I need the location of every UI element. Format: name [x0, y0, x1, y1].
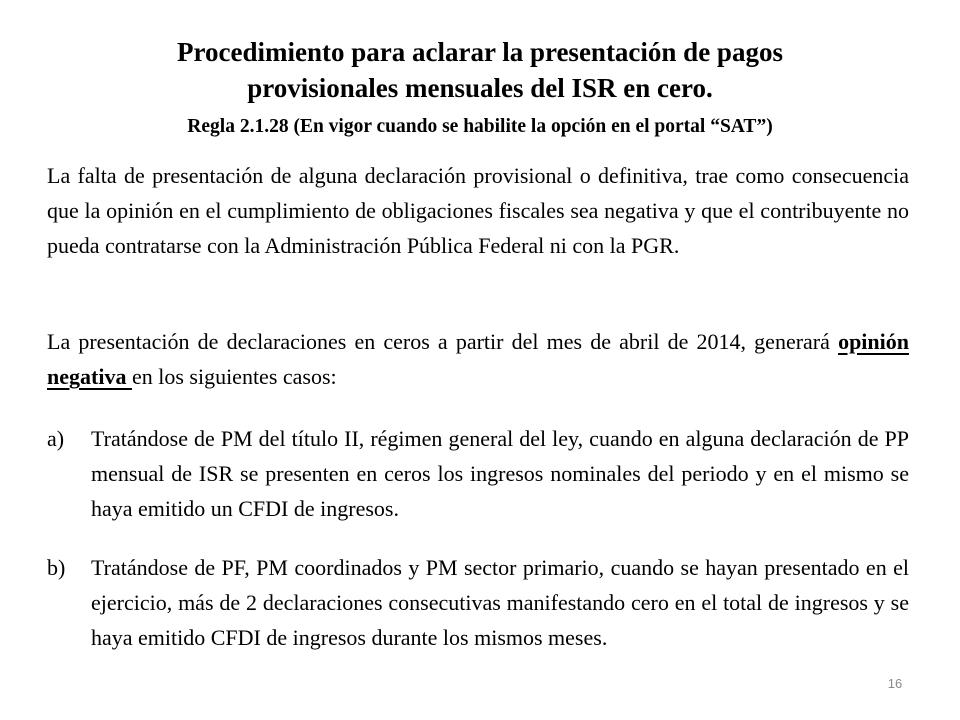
list-text-a: Tratándose de PM del título II, régimen general del ley, cuando en alguna declaración de PP mensual de ISR se presenten en ceros los ingresos nominales del periodo y en el mismo se haya emitido un CFDI de ingresos. [91, 426, 909, 521]
negative-opinion-emphasis: opinión negativa [47, 329, 909, 389]
list-marker-a: a) [47, 426, 65, 451]
list-marker-b: b) [47, 555, 66, 580]
paragraph-consequences: La falta de presentación de alguna declaración provisional o definitiva, trae como consecuencia que la opinión en el cumplimiento de obligaciones fiscales sea negativa y que el contribuyente no pueda contratarse con la Administración Pública Federal ni con la PGR. [47, 163, 909, 258]
title-line-1: Procedimiento para aclarar la presentación de pagos [177, 37, 783, 67]
paragraph-zero-declarations-start: La presentación de declaraciones en ceros a partir del mes de abril de 2014, generará [47, 329, 839, 354]
rule-subtitle: Regla 2.1.28 (En vigor cuando se habilite la opción en el portal “SAT”) [187, 116, 773, 137]
page-number: 16 [887, 676, 903, 691]
paragraph-zero-declarations [47, 324, 909, 394]
paragraph-zero-declarations-end: en los siguientes casos: [131, 364, 337, 389]
list-text-b: Tratándose de PF, PM coordinados y PM sector primario, cuando se hayan presentado en el ejercicio, más de 2 declaraciones consecutivas manifestando cero en el total de ingresos y se haya emitido CFDI de ingresos durante los mismos meses. [91, 555, 909, 650]
title-line-2: provisionales mensuales del ISR en cero. [247, 73, 713, 103]
